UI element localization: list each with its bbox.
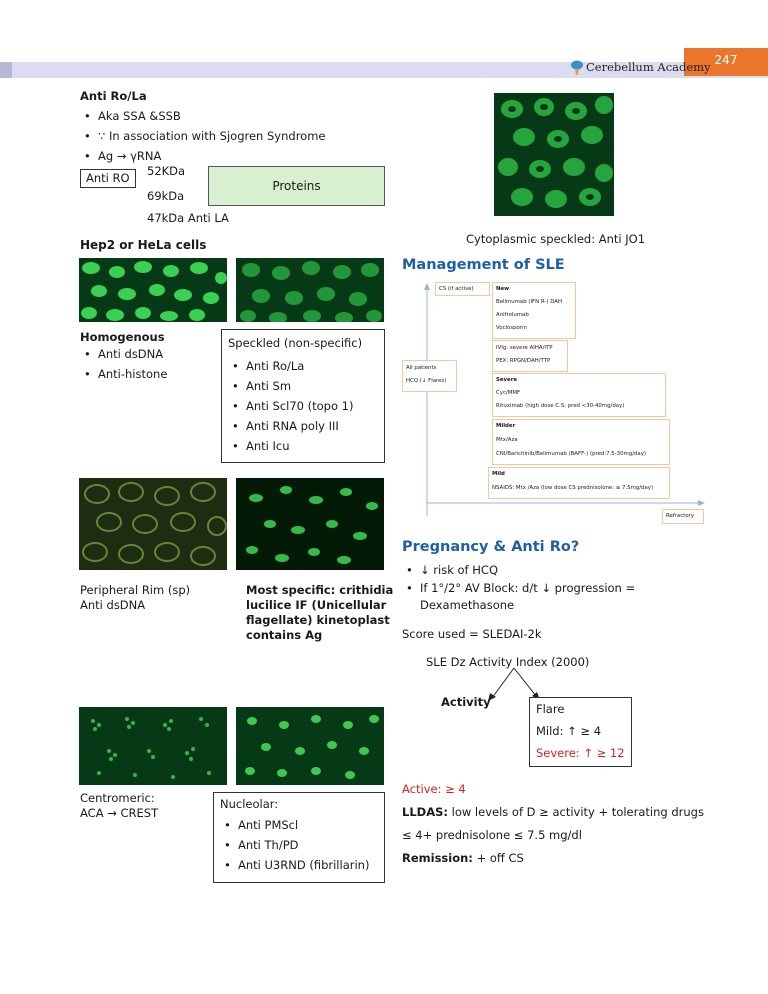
- list-item: • Anti RNA poly III: [228, 416, 353, 436]
- anti-ro-title: Anti Ro/La: [80, 89, 147, 103]
- anti-ro-box: Anti RO: [80, 169, 136, 188]
- lldas-text: low levels of D ≥ activity + tolerating drugs: [451, 805, 704, 819]
- speckled-list: [228, 356, 353, 456]
- most-specific-line3: flagellate) kinetoplast: [246, 613, 390, 627]
- list-item: • Ag → γRNA: [80, 146, 325, 166]
- flare-severe: Severe: ↑ ≥ 12: [536, 746, 625, 760]
- hcq-label: HCQ (↓ Flares): [406, 378, 447, 384]
- centromeric-line1: Centromeric:: [80, 791, 155, 805]
- list-item: • Anti-histone: [80, 364, 167, 384]
- active-threshold: Active: ≥ 4: [402, 782, 466, 796]
- list-item: • If 1°/2° AV Block: d/t ↓ progression =: [402, 580, 635, 596]
- list-item: • Anti PMScl: [220, 815, 369, 835]
- kda-69: 69kDa: [147, 189, 185, 203]
- remission-line: [402, 851, 524, 866]
- activity-label: Activity: [441, 695, 491, 709]
- all-patients-box: [402, 360, 457, 392]
- score-used: Score used = SLEDAI-2k: [402, 627, 542, 641]
- all-patients-label: All patients: [406, 365, 437, 371]
- pregnancy-bullet2-cont: Dexamethasone: [420, 598, 515, 612]
- speckled-box: [221, 329, 385, 463]
- most-specific-line4: contains Ag: [246, 628, 323, 642]
- hep2-title: Hep2 or HeLa cells: [80, 238, 207, 252]
- list-item: • Anti Sm: [228, 376, 353, 396]
- lldas-label: LLDAS:: [402, 805, 448, 819]
- new-line4: Voclosporin: [496, 325, 527, 331]
- kda-52: 52KDa: [147, 164, 186, 178]
- cytoplasmic-image: [494, 93, 614, 216]
- homogenous-list: [80, 344, 167, 384]
- management-title: Management of SLE: [402, 257, 565, 273]
- nucleolar-box: [213, 792, 385, 883]
- cytoplasmic-caption: Cytoplasmic speckled: Anti JO1: [466, 232, 646, 246]
- milder-line2: Mtx/Aza: [496, 437, 518, 443]
- refractory-label: Refractory: [666, 513, 695, 519]
- brain-icon: [570, 60, 584, 76]
- kda-47: 47kDa Anti LA: [147, 211, 229, 225]
- remission-label: Remission:: [402, 851, 473, 865]
- severe-line3: Rituximab (high dose C.S: pred <30-40mg/day): [496, 403, 625, 409]
- most-specific-line2: lucilice IF (Unicellular: [246, 598, 387, 612]
- centromeric-line2: ACA → CREST: [80, 806, 159, 820]
- list-item: • Anti Icu: [228, 436, 353, 456]
- flare-box: [529, 697, 632, 767]
- mild-box: [488, 467, 670, 499]
- list-item: • Anti Scl70 (topo 1): [228, 396, 353, 416]
- ivig-line2: PEX: RPGN/DAH/TTP: [496, 358, 551, 364]
- homogenous-image: [79, 258, 227, 322]
- nucleolar-title: Nucleolar:: [220, 797, 279, 811]
- severe-box: [492, 373, 666, 417]
- proteins-box: Proteins: [208, 166, 385, 206]
- list-item: • Anti Th/PD: [220, 835, 369, 855]
- speckled-title: Speckled (non-specific): [228, 336, 363, 350]
- sledai-index: SLE Dz Activity Index (2000): [426, 655, 590, 669]
- severe-line1: Severe: [496, 377, 518, 383]
- list-item: • Anti dsDNA: [80, 344, 167, 364]
- list-item: • Anti U3RND (fibrillarin): [220, 855, 369, 875]
- mild-line2: NSAIDS: Mtx /Aza (low dose CS prednisolone: ≤ 7.5mg/day): [492, 485, 654, 491]
- nucleolar-list: [220, 815, 369, 875]
- list-item: • ↓ risk of HCQ: [402, 560, 635, 580]
- crithidia-image: [236, 478, 384, 570]
- management-flowchart: [400, 280, 705, 525]
- refractory-box: [662, 509, 704, 524]
- peripheral-rim-line1: Peripheral Rim (sp): [80, 583, 191, 597]
- remission-text: + off CS: [476, 851, 524, 865]
- milder-line3: CNI/Baricitinib/Belimumab (BAFF-) (pred:7.5-30mg/day): [496, 451, 647, 457]
- brand-name: Cerebellum Academy: [586, 60, 711, 74]
- peripheral-rim-image: [79, 478, 227, 570]
- ivig-box: [492, 340, 568, 372]
- page-number: 247: [684, 48, 768, 76]
- header-accent: [0, 62, 12, 78]
- brand-logo: [570, 60, 711, 76]
- homogenous-title: Homogenous: [80, 330, 165, 344]
- list-item: • ∵ In association with Sjogren Syndrome: [80, 126, 325, 146]
- new-box: [492, 282, 576, 339]
- cs-label: CS (if active): [439, 286, 474, 292]
- prednisolone-line: ≤ 4+ prednisolone ≤ 7.5 mg/dl: [402, 828, 582, 842]
- list-item: • Anti Ro/La: [228, 356, 353, 376]
- milder-line1: Milder: [496, 423, 516, 429]
- lldas-line: [402, 805, 704, 820]
- new-line2: Belimumab (IFN R-) DAH: [496, 299, 562, 305]
- list-item: • Aka SSA &SSB: [80, 106, 325, 126]
- flare-mild: Mild: ↑ ≥ 4: [536, 724, 602, 738]
- most-specific-line1: Most specific: crithidia: [246, 583, 394, 597]
- peripheral-rim-line2: Anti dsDNA: [80, 598, 146, 612]
- pregnancy-list: [402, 560, 635, 596]
- new-line1: New: [496, 286, 510, 292]
- cs-box: [435, 282, 490, 296]
- anti-ro-bullets: [80, 106, 325, 166]
- centromeric-image: [79, 707, 227, 785]
- severe-line2: Cyc/MMF: [496, 390, 521, 396]
- nucleolar-image: [236, 707, 384, 785]
- ivig-line1: IVIg: severe AIHA/ITP: [496, 345, 553, 351]
- new-line3: Anifrolumab: [496, 312, 529, 318]
- flare-title: Flare: [536, 702, 565, 716]
- speckled-image: [236, 258, 384, 322]
- pregnancy-title: Pregnancy & Anti Ro?: [402, 539, 580, 555]
- mild-line1: Mild: [492, 471, 505, 477]
- milder-box: [492, 419, 670, 465]
